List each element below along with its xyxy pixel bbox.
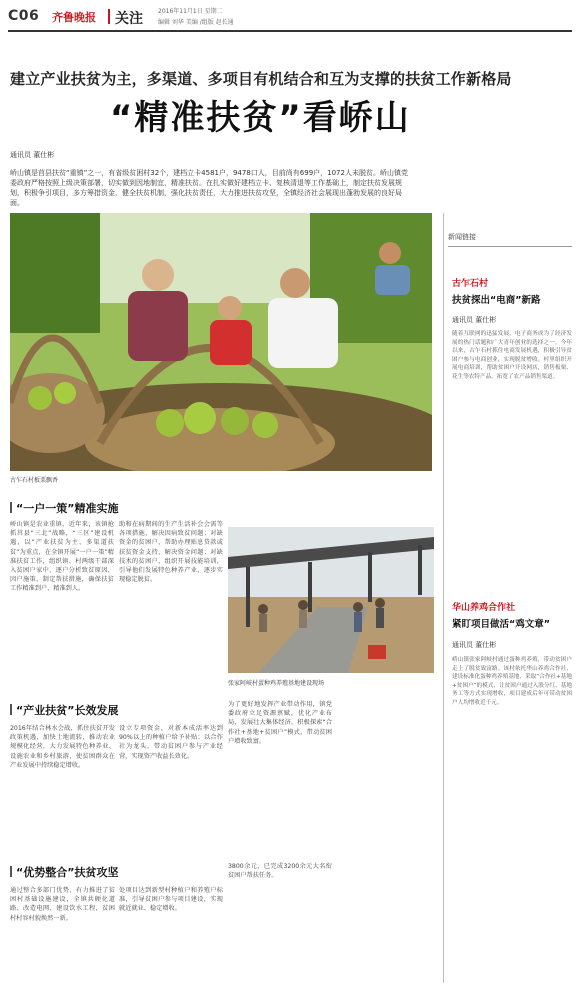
sidebar-body: 峤山镇张家阿岐村通过蛋种鸡养殖，带动贫困户走上了脱贫致富路。该村依托华山养鸡合作社，建设标准化蛋种鸡养殖基地，采取“合作社+基地+贫困户”的模式，让贫困户通过入股分红、基地务工等方式实现增收，项目建成后年可带动贫困户人均增收近千元。 bbox=[452, 657, 572, 706]
newspaper-logo: 齐鲁晚报 bbox=[52, 11, 96, 24]
issue-date: 2016年11月1日 星期二 bbox=[158, 8, 223, 15]
header-rule bbox=[8, 30, 572, 32]
sidebar-tag: 新闻链接 bbox=[448, 233, 476, 241]
sidebar-body: 随着互联网的迅猛发展，电子商务成为了经济发展的热门话题和广大青年创业的选择之一。今年以来，古乍石村抓住电商发展机遇，积极引导贫困户参与电商创业，实现脱贫增收。村里组织开展电商培训，帮助贫困户开设网店，销售板栗、花生等农特产品，拓宽了农产品销售渠道。 bbox=[452, 331, 572, 380]
editors-line: 编辑 刘华 美编 /组版 赵长通 bbox=[158, 19, 234, 26]
sidebar-kicker: 古乍石村 bbox=[452, 279, 489, 289]
section-marker bbox=[10, 502, 12, 513]
body-column: 助和在病期间的生产生活补会会需等各项措施，解决因病致贫问题；对缺资金的贫困户，帮助办理贴息贷款或扶贫资金支持，解决资金问题；对缺技术的贫困户，组织开展技能培训，引导他们发展特色种养产业，逐步实现稳定脱贫。 bbox=[119, 521, 223, 584]
section-heading bbox=[10, 702, 118, 718]
sidebar-byline: 通讯员 董仕彬 bbox=[452, 641, 497, 649]
body-column: 2016年结合林水会战，抓住扶贫开发政策机遇，加快土地流转，推动农业规模化经营，大力发展特色种养业、设施农业和乡村旅游，使贫困群众在产业发展中持续稳定增收。 bbox=[10, 725, 115, 769]
section-heading bbox=[10, 500, 118, 516]
section-title: “产业扶贫”长效发展 bbox=[16, 704, 119, 717]
article-byline: 通讯员 董仕彬 bbox=[10, 151, 55, 159]
poultry-base-construction-photo bbox=[228, 527, 434, 673]
sidebar-title: 扶贫探出“电商”新路 bbox=[452, 295, 541, 306]
section-marker bbox=[10, 704, 12, 715]
article-title: “精准扶贫”看峤山 bbox=[110, 98, 411, 138]
sidebar-kicker: 华山养鸡合作社 bbox=[452, 603, 516, 613]
body-column: 通过整合多部门优势，有力推进了贫困村基础设施建设，全镇共硬化道路、改造电网、建设饮水工程，贫困村村容村貌焕然一新。 bbox=[10, 887, 115, 922]
body-column: 峤山镇是农业重镇，近年来，该镇抢抓莒县“三北”战略，“三区”建设机遇，以“产业扶贫为主、多渠道扶贫”为重点，在全镇开展“一户一策”精准扶贫工作，组织镇、村两级干部深入贫困户家中，逐户分析致贫原因，因户施策，制定帮扶措施，确保扶贫工作精准到户、精准到人。 bbox=[10, 521, 114, 593]
sidebar-rule bbox=[448, 246, 572, 247]
section-name: 关注 bbox=[115, 11, 143, 27]
body-column: 处项目达到新型村种植户和养殖户标准，引导贫困户参与项目建设，实现就近就业、稳定增收。 bbox=[119, 887, 223, 913]
body-column: 设立专项资金，对新本成活率达到90%以上的种植户给予补贴；以合作社为龙头，带动贫困户参与产业经营，实现资产收益长效化。 bbox=[119, 725, 223, 760]
section-marker bbox=[10, 866, 12, 877]
photo-caption: 古乍石村板栗飘香 bbox=[10, 477, 59, 484]
sidebar-divider bbox=[443, 213, 444, 983]
body-column: 3800余元，已完成3200余元大名衔贫困户帮扶任务。 bbox=[228, 863, 332, 880]
article-lead: 峤山镇是莒县扶贫“重镇”之一，有省级贫困村32个，建档立卡4581户，9478口人，目前尚有699户，1072人未脱贫。峤山镇党委政府严格按照上级决策部署，切实做到因地制宜，精准扶贫。在扎实做好建档立卡、复核清退等工作基础上，制定扶贫发展规划，积极争引项目，多方筹措资金，健全扶贫机制，强化扶贫责任，大力推进扶贫攻坚，全镇经济社会展现出蓬勃发展的良好局面。 bbox=[10, 169, 408, 207]
article-headline: 建立产业扶贫为主，多渠道、多项目有机结合和互为支撑的扶贫工作新格局 bbox=[10, 70, 512, 88]
section-title: “优势整合”扶贫攻坚 bbox=[16, 866, 119, 879]
section-title: “一户一策”精准实施 bbox=[16, 502, 119, 515]
section-heading bbox=[10, 864, 118, 880]
page-number: C06 bbox=[8, 8, 40, 24]
sidebar-byline: 通讯员 董仕彬 bbox=[452, 316, 497, 324]
header-separator bbox=[108, 9, 110, 24]
sidebar-title: 紧盯项目做活“鸡文章” bbox=[452, 619, 550, 630]
chestnut-harvest-photo bbox=[10, 213, 432, 471]
photo-caption: 张家阿岐村蛋种鸡养殖基地建设现场 bbox=[228, 680, 325, 687]
body-column: 为了更好地发挥产业带动作用，镇党委政府立足资源禀赋，优化产业布局，发展壮大集体经济，积极探索“合作社+基地+贫困户”模式，带动贫困户增收致富。 bbox=[228, 701, 332, 745]
